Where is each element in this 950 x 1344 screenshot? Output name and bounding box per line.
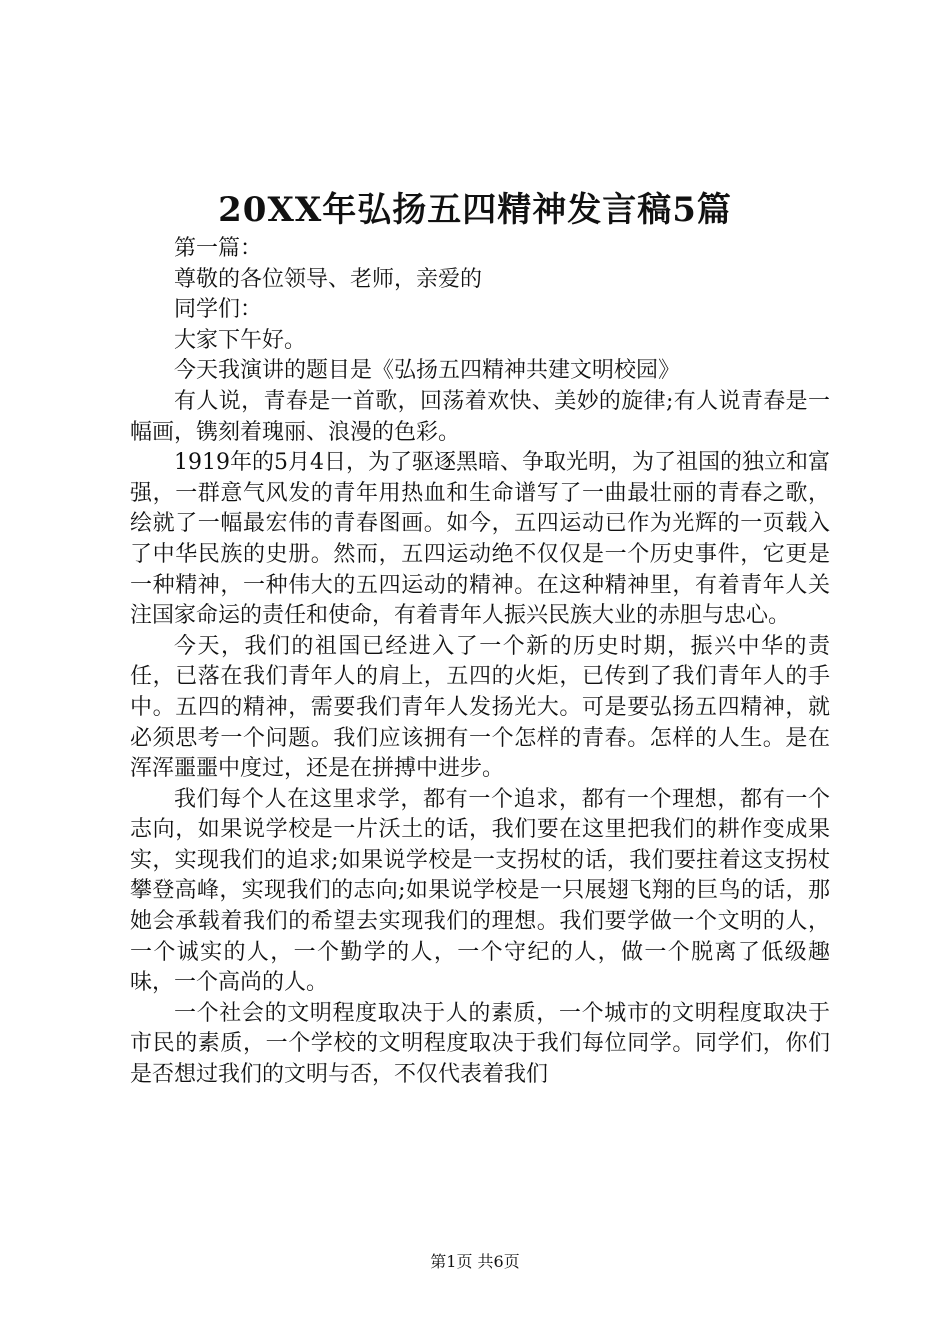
- paragraph: 尊敬的各位领导、老师，亲爱的: [174, 266, 483, 292]
- document-body: [130, 234, 830, 1091]
- paragraph: 1919年的5月4日，为了驱逐黑暗、争取光明，为了祖国的独立和富强，一群意气风发的青年用热血和生命谱写了一曲最壮丽的青春之歌，绘就了一幅最宏伟的青春图画。如今，五四运动已作为光辉的一页载入了中华民族的史册。然而，五四运动绝不仅仅是一个历史事件，它更是一种精神，一种伟大的五四运动的精神。在这种精神里，有着青年人关注国家命运的责任和使命，有着青年人振兴民族大业的赤胆与忠心。: [130, 450, 830, 629]
- paragraph: 同学们：: [174, 297, 263, 323]
- paragraph: 大家下午好。: [174, 327, 307, 353]
- paragraph: 我们每个人在这里求学，都有一个追求，都有一个理想，都有一个志向，如果说学校是一片沃土的话，我们要在这里把我们的耕作变成果实，实现我们的追求;如果说学校是一支拐杖的话，我们要拄着这支拐杖攀登高峰，实现我们的志向;如果说学校是一只展翅飞翔的巨鸟的话，那她会承载着我们的希望去实现我们的理想。我们要学做一个文明的人，一个诚实的人，一个勤学的人，一个守纪的人，做一个脱离了低级趣味，一个高尚的人。: [130, 786, 830, 996]
- page-footer: 第1页 共6页: [430, 1252, 520, 1271]
- paragraph: 第一篇：: [174, 236, 263, 261]
- paragraph: 今天我演讲的题目是《弘扬五四精神共建文明校园》: [174, 358, 681, 384]
- paragraph: 有人说，青春是一首歌，回荡着欢快、美妙的旋律;有人说青春是一幅画，镌刻着瑰丽、浪漫的色彩。: [130, 388, 830, 445]
- document-title: 20XX年弘扬五四精神发言稿5篇: [218, 190, 732, 230]
- paragraph: 今天，我们的祖国已经进入了一个新的历史时期，振兴中华的责任，已落在我们青年人的肩上，五四的火炬，已传到了我们青年人的手中。五四的精神，需要我们青年人发扬光大。可是要弘扬五四精神，就必须思考一个问题。我们应该拥有一个怎样的青春。怎样的人生。是在浑浑噩噩中度过，还是在拼搏中进步。: [130, 633, 830, 782]
- paragraph: 一个社会的文明程度取决于人的素质，一个城市的文明程度取决于市民的素质，一个学校的文明程度取决于我们每位同学。同学们，你们是否想过我们的文明与否，不仅代表着我们: [130, 1000, 830, 1088]
